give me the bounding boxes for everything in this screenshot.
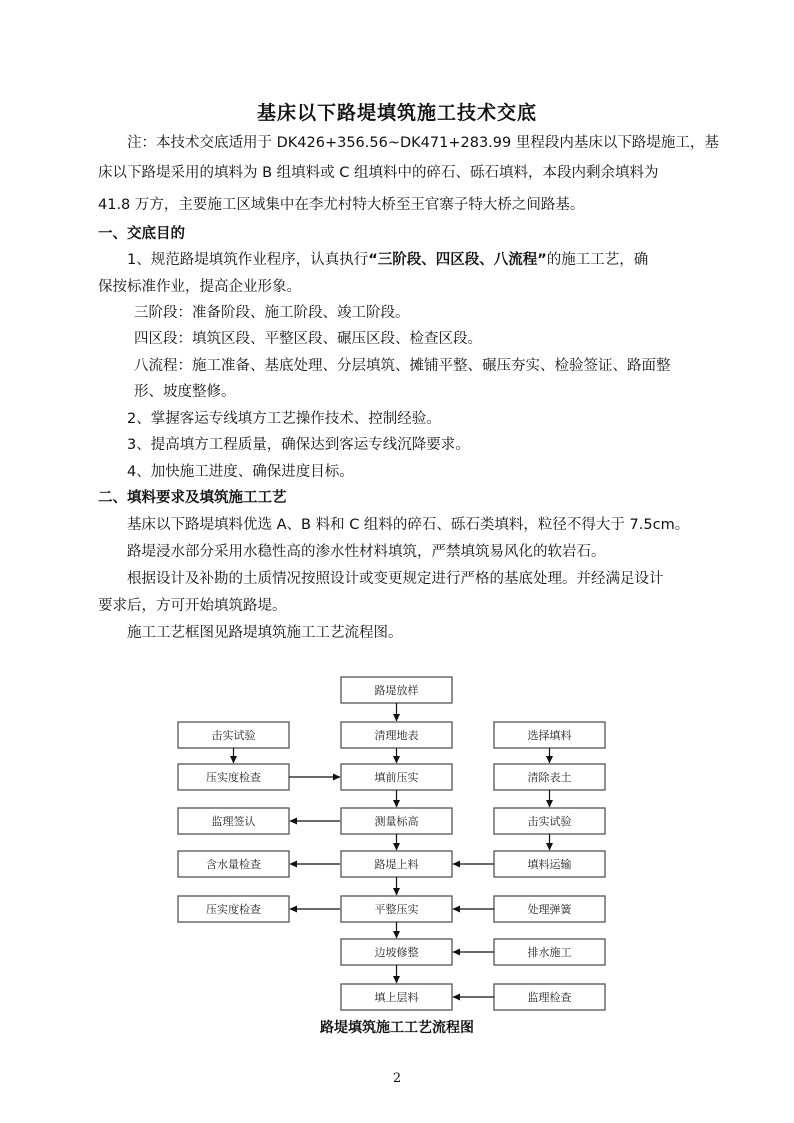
center-box-4 [341, 808, 452, 834]
eight-flows-line-1: 八流程：施工准备、基底处理、分层填筑、摊铺平整、碾压夯实、检验签证、路面整 [134, 358, 671, 374]
section-2-heading: 二、填料要求及填筑施工工艺 [98, 490, 287, 506]
center-box-3-label: 填前压实 [374, 771, 419, 784]
four-zones-text: 四区段：填筑区段、平整区段、碾压区段、检查区段。 [134, 331, 482, 347]
center-box-7-label: 边坡修整 [374, 946, 419, 959]
section-1-item-2: 2、掌握客运专线填方工艺操作技术、控制经验。 [127, 411, 441, 427]
left-box-4-label: 含水量检查 [206, 858, 261, 871]
right-box-4-label: 填料运输 [527, 858, 572, 871]
section-1-item-3: 3、提高填方工程质量，确保达到客运专线沉降要求。 [127, 437, 470, 453]
right-box-5 [494, 896, 605, 922]
section-2-para-1: 基床以下路堤填料优选 A、B 料和 C 组料的碎石、砾石类填料，粒径不得大于 7.5cm。 [127, 517, 690, 533]
left-box-5-label: 压实度检查 [206, 903, 261, 916]
center-box-6 [341, 896, 452, 922]
left-box-4 [178, 851, 289, 877]
item-1-text-a: 1、规范路堤填筑作业程序，认真执行 [127, 252, 369, 268]
left-box-1 [178, 722, 289, 748]
right-box-1-label: 选择填料 [527, 729, 572, 742]
section-2-para-3-line-2: 要求后，方可开始填筑路堤。 [98, 598, 287, 614]
eight-flows-line-2: 形、坡度整修。 [134, 384, 236, 400]
center-box-5 [341, 851, 452, 877]
center-box-6-label: 平整压实 [374, 903, 419, 916]
note-line-2: 床以下路堤采用的填料为 B 组填料或 C 组填料中的碎石、砾石填料，本段内剩余填料为 [98, 165, 659, 181]
page-number: 2 [392, 1071, 402, 1086]
center-box-7 [341, 939, 452, 965]
right-box-7 [494, 984, 605, 1010]
right-box-4 [494, 851, 605, 877]
section-2-para-3-line-1: 根据设计及补勘的土质情况按照设计或变更规定进行严格的基底处理。并经满足设计 [127, 571, 664, 587]
right-box-1 [494, 722, 605, 748]
flowchart-caption: 路堤填筑施工工艺流程图 [320, 1020, 474, 1036]
left-box-1-label: 击实试验 [211, 729, 256, 742]
section-2-para-2: 路堤浸水部分采用水稳性高的渗水性材料填筑，严禁填筑易风化的软岩石。 [127, 544, 606, 560]
center-box-3 [341, 764, 452, 790]
section-1-heading: 一、交底目的 [98, 226, 185, 242]
center-box-1 [341, 677, 452, 703]
right-box-2-label: 清除表土 [527, 771, 572, 784]
right-box-7-label: 监理检查 [527, 991, 572, 1004]
right-box-6-label: 排水施工 [527, 946, 572, 959]
center-box-2 [341, 722, 452, 748]
section-1-item-1-line-2: 保按标准作业，提高企业形象。 [98, 279, 301, 295]
section-2-para-4: 施工工艺框图见路堤填筑施工工艺流程图。 [127, 625, 403, 641]
right-box-3-label: 击实试验 [527, 815, 572, 828]
left-box-3 [178, 808, 289, 834]
note-line-3: 41.8 万方，主要施工区域集中在李尤村特大桥至王官寨子特大桥之间路基。 [98, 197, 585, 213]
center-box-8 [341, 984, 452, 1010]
item-1-bold-text: “三阶段、四区段、八流程” [368, 252, 547, 268]
note-line-1: 注：本技术交底适用于 DK426+356.56~DK471+283.99 里程段内基床以下路堤施工，基 [127, 135, 719, 151]
right-box-2 [494, 764, 605, 790]
center-box-5-label: 路堤上料 [374, 858, 419, 871]
left-box-3-label: 监理签认 [211, 815, 256, 828]
center-box-2-label: 清理地表 [374, 729, 419, 742]
center-box-8-label: 填上层料 [374, 991, 419, 1004]
right-box-6 [494, 939, 605, 965]
left-box-5 [178, 896, 289, 922]
left-box-2 [178, 764, 289, 790]
right-box-5-label: 处理弹簧 [527, 903, 572, 916]
right-box-3 [494, 808, 605, 834]
section-1-item-4: 4、加快施工进度、确保进度目标。 [127, 464, 354, 480]
center-box-1-label: 路堤放样 [374, 684, 419, 697]
document-title: 基床以下路堤填筑施工技术交底 [256, 102, 537, 124]
left-box-2-label: 压实度检查 [206, 771, 261, 784]
three-stages-text: 三阶段：准备阶段、施工阶段、竣工阶段。 [134, 305, 410, 321]
center-box-4-label: 测量标高 [374, 815, 419, 828]
item-1-text-b: 的施工工艺，确 [546, 252, 649, 268]
